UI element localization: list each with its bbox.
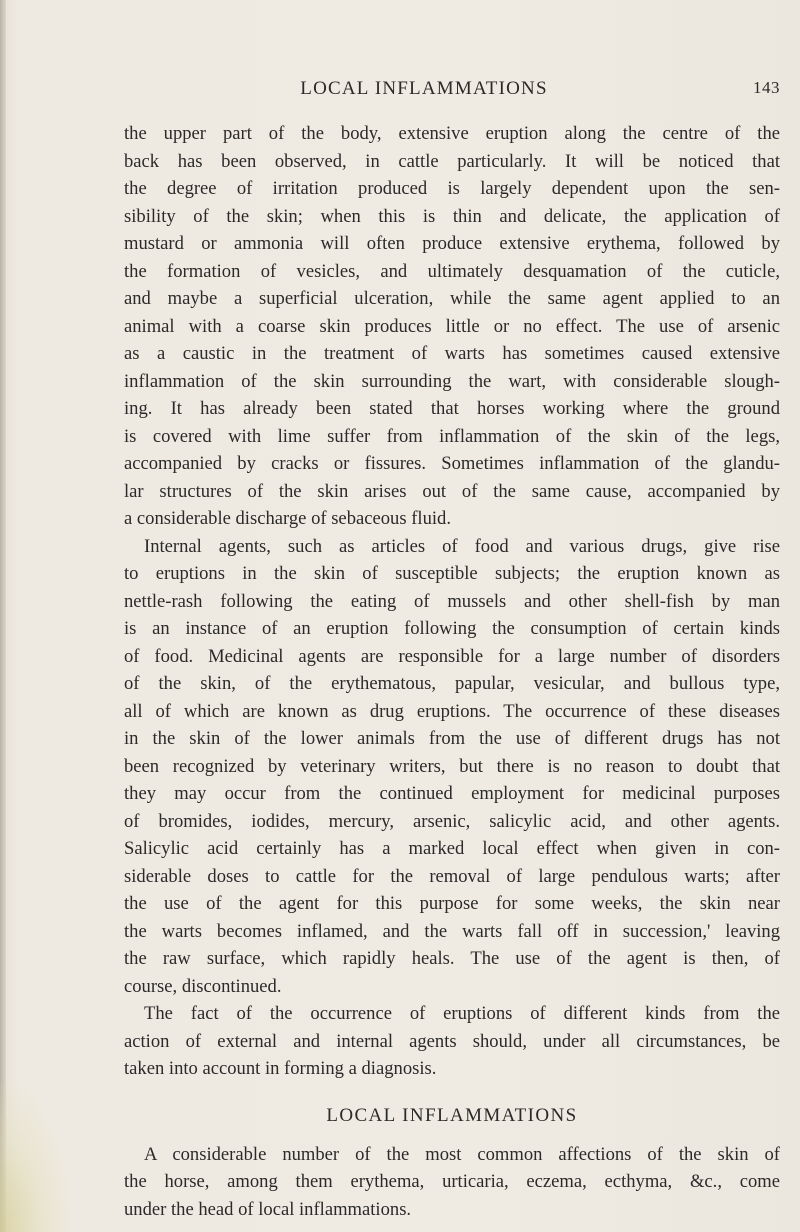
text-line: the horse, among them erythema, urticaria, eczema, ecthyma, &c., come [124,1171,780,1192]
text-line: accompanied by cracks or fissures. Sometimes inflammation of the glandu- [124,453,780,474]
text-line: of the skin, of the erythematous, papular, vesicular, and bullous type, [124,673,780,694]
text-line: all of which are known as drug eruptions. The occurrence of these diseases [124,700,780,722]
text-line: The fact of the occurrence of eruptions of different kinds from the [144,1003,780,1024]
text-line: the upper part of the body, extensive eruption along the centre of the [124,123,780,144]
text-line: action of external and internal agents should, under all circumstances, be [124,1030,780,1052]
text-line: to eruptions in the skin of susceptible subjects; the eruption known as [124,563,780,584]
text-line: siderable doses to cattle for the removal of large pendulous warts; after [124,865,780,887]
text-line: a considerable discharge of sebaceous fluid. [124,508,451,529]
paragraph-2 [124,533,780,1001]
text-line: nettle-rash following the eating of mussels and other shell-fish by man [124,590,780,612]
text-line: Internal agents, such as articles of food and various drugs, give rise [144,535,780,557]
paper-stain [0,1082,70,1232]
text-line: in the skin of the lower animals from the use of different drugs has not [124,728,780,749]
section-heading: LOCAL INFLAMMATIONS [326,1104,578,1126]
text-line: the warts becomes inflamed, and the warts fall off in succession,' leaving [124,920,780,942]
paragraph-3 [124,1000,780,1083]
text-line: is an instance of an eruption following the consumption of certain kinds [124,618,780,639]
text-line: A considerable number of the most common affections of the skin of [144,1143,780,1165]
page-binding-edge [0,0,6,1232]
text-line: taken into account in forming a diagnosis. [124,1058,437,1079]
text-line: back has been observed, in cattle particularly. It will be noticed that [124,150,780,172]
text-line: of bromides, iodides, mercury, arsenic, salicylic acid, and other agents. [124,810,780,832]
section-paragraph [124,1141,780,1224]
text-line: Salicylic acid certainly has a marked local effect when given in con- [124,838,780,859]
text-line: the formation of vesicles, and ultimately desquamation of the cuticle, [124,260,780,282]
text-line: ing. It has already been stated that horses working where the ground [124,398,780,419]
text-line: under the head of local inflammations. [124,1198,412,1220]
text-line: sibility of the skin; when this is thin and delicate, the application of [124,205,780,227]
text-line: mustard or ammonia will often produce extensive erythema, followed by [124,233,780,254]
running-head [68,78,780,106]
text-line: and maybe a superficial ulceration, while the same agent applied to an [124,288,780,309]
text-line: the degree of irritation produced is largely dependent upon the sen- [124,178,780,199]
text-line: they may occur from the continued employment for medicinal purposes [124,783,780,804]
text-line: animal with a coarse skin produces little or no effect. The use of arsenic [124,315,780,337]
paragraph-1 [124,120,780,533]
text-line: the raw surface, which rapidly heals. The use of the agent is then, of [124,948,780,969]
text-line: is covered with lime suffer from inflammation of the skin of the legs, [124,425,780,447]
page-number: 143 [753,78,780,97]
text-line: of food. Medicinal agents are responsible for a large number of disorders [124,645,780,667]
text-line: course, discontinued. [124,975,282,997]
text-line: as a caustic in the treatment of warts has sometimes caused extensive [124,343,780,364]
text-line: lar structures of the skin arises out of the same cause, accompanied by [124,480,780,502]
text-line: inflammation of the skin surrounding the wart, with considerable slough- [124,370,780,392]
text-line: been recognized by veterinary writers, but there is no reason to doubt that [124,755,780,777]
text-line: the use of the agent for this purpose for some weeks, the skin near [124,893,780,914]
body-text [124,120,780,1223]
running-title: LOCAL INFLAMMATIONS [300,78,548,99]
